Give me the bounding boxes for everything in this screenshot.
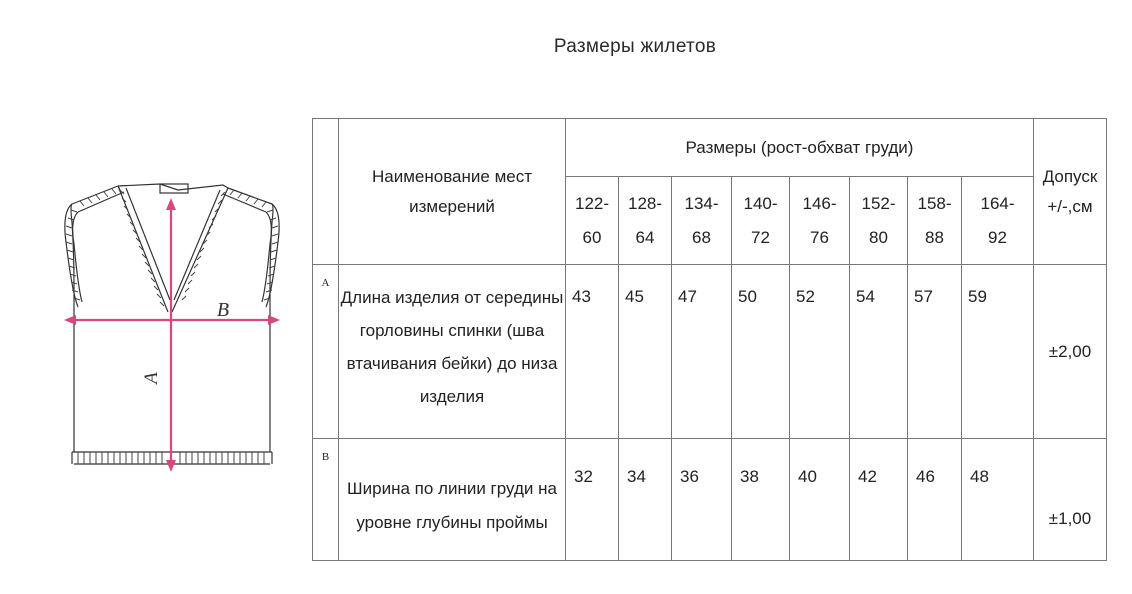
- table-cell: 40: [790, 439, 850, 561]
- size-header: 146- 76: [790, 177, 850, 265]
- table-cell: 32: [566, 439, 619, 561]
- table-cell: 47: [672, 265, 732, 439]
- row-label-header: [313, 119, 339, 265]
- sizes-table: [312, 118, 1107, 561]
- table-cell: 42: [850, 439, 908, 561]
- table-cell: 36: [672, 439, 732, 561]
- table-cell: 52: [790, 265, 850, 439]
- table-header-row: [313, 119, 1107, 177]
- table-cell: 43: [566, 265, 619, 439]
- tolerance-cell: ±2,00: [1034, 265, 1107, 439]
- table-cell: 34: [619, 439, 672, 561]
- size-header: 140- 72: [732, 177, 790, 265]
- size-header: 158- 88: [908, 177, 962, 265]
- table-cell: 45: [619, 265, 672, 439]
- tolerance-cell: ±1,00: [1034, 439, 1107, 561]
- size-header: 134- 68: [672, 177, 732, 265]
- name-header: Наименование мест измерений: [339, 119, 566, 265]
- table-cell: 46: [908, 439, 962, 561]
- table-cell: 38: [732, 439, 790, 561]
- table-cell: 54: [850, 265, 908, 439]
- row-label: В: [313, 439, 339, 561]
- table-cell: 57: [908, 265, 962, 439]
- row-name: Длина изделия от середины горловины спинки (шва втачивания бейки) до низа изделия: [339, 265, 566, 439]
- table-cell: 59: [962, 265, 1034, 439]
- size-header: 152- 80: [850, 177, 908, 265]
- row-name: Ширина по линии груди на уровне глубины проймы: [339, 439, 566, 561]
- table-cell: 50: [732, 265, 790, 439]
- size-header: 128- 64: [619, 177, 672, 265]
- page-title: Размеры жилетов: [553, 36, 717, 57]
- table-cell: 48: [962, 439, 1034, 561]
- size-header: 122- 60: [566, 177, 619, 265]
- tolerance-header: Допуск +/-,см: [1034, 119, 1107, 265]
- table-row: [313, 439, 1107, 561]
- measure-b-label: В: [216, 299, 230, 321]
- measure-a-label: А: [141, 372, 162, 384]
- table-row: [313, 265, 1107, 439]
- size-header: 164- 92: [962, 177, 1034, 265]
- sizes-header: Размеры (рост-обхват груди): [566, 119, 1034, 177]
- vest-diagram: [60, 182, 285, 482]
- row-label: А: [313, 265, 339, 439]
